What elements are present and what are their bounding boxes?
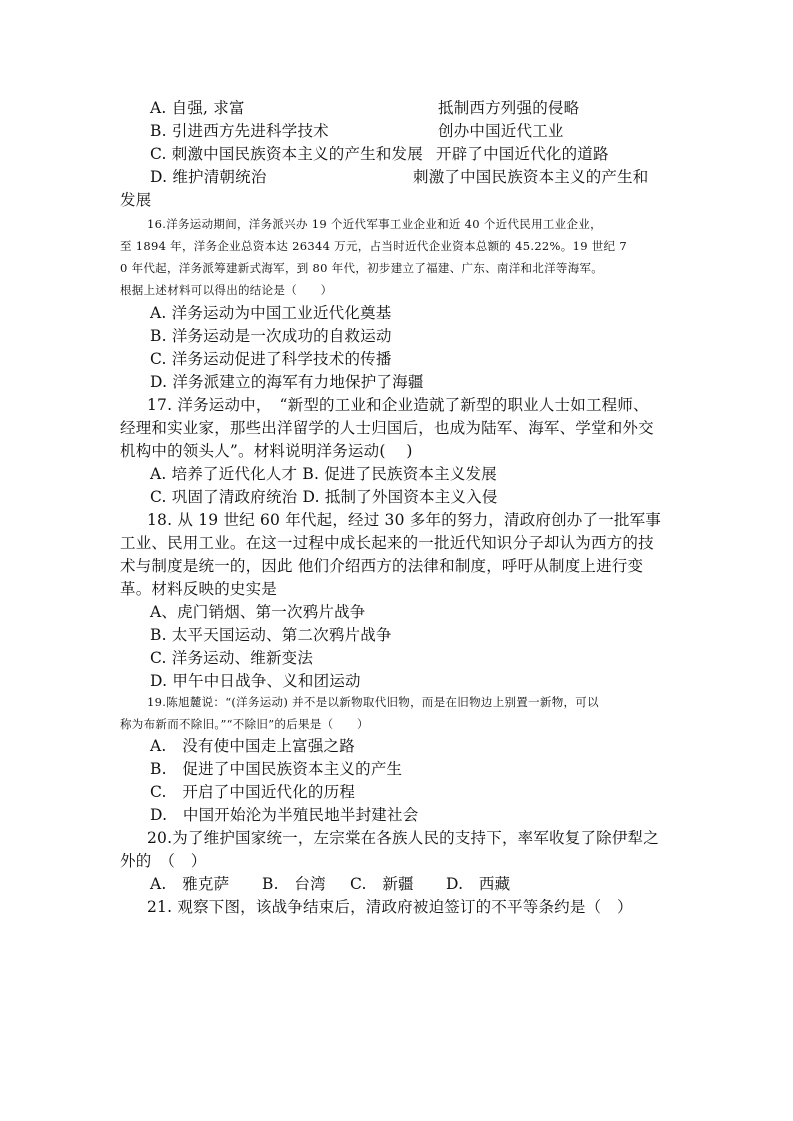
q16-option-b: B. 洋务运动是一次成功的自救运动 <box>150 327 392 345</box>
q18-option-c: C. 洋务运动、维新变法 <box>150 649 314 667</box>
q16-stem-line3: 0 年代起，洋务派筹建新式海军，到 80 年代，初步建立了福建、广东、南洋和北洋等海军。 <box>120 261 604 275</box>
q15-option-b-left: B. 引进西方先进科学技术 <box>150 122 329 140</box>
q20-option-c: C. 新疆 <box>350 875 414 893</box>
q19-stem-line2: 称为布新而不除旧。”“不除旧”的后果是（ ） <box>120 717 369 731</box>
q19-option-a: A. 没有使中国走上富强之路 <box>150 737 355 755</box>
q15-option-d-continuation: 发展 <box>120 191 152 209</box>
q16-option-a: A. 洋务运动为中国工业近代化奠基 <box>150 304 392 322</box>
q15-option-d-left: D. 维护清朝统治 <box>150 168 267 186</box>
q18-stem-line3: 术与制度是统一的，因此 他们介绍西方的法律和制度，呼吁从制度上进行变 <box>120 557 644 575</box>
q15-option-a-right: 抵制西方列强的侵略 <box>438 99 580 117</box>
q17-stem-line2: 经理和实业家，那些出洋留学的人士归国后，也成为陆军、海军、学堂和外交 <box>120 419 654 437</box>
q19-stem-line1: 19.陈旭麓说：“(洋务运动) 并不是以新物取代旧物，而是在旧物边上别置一新物，可以 <box>147 695 599 709</box>
q18-option-a: A、虎门销烟、第一次鸦片战争 <box>150 603 366 621</box>
q18-stem-line4: 革。材料反映的史实是 <box>120 580 278 598</box>
q16-stem-line4: 根据上述材料可以得出的结论是（ ） <box>120 283 333 297</box>
q18-stem-line2: 工业、民用工业。在这一过程中成长起来的一批近代知识分子却认为西方的技 <box>120 534 654 552</box>
q20-stem-line2: 外的 （ ） <box>120 852 207 870</box>
q15-option-d-right: 刺激了中国民族资本主义的产生和 <box>413 168 649 186</box>
q15-option-b-right: 创办中国近代工业 <box>438 122 564 140</box>
q19-option-b: B. 促进了中国民族资本主义的产生 <box>150 760 403 778</box>
q21-stem-line1: 21. 观察下图，该战争结束后，清政府被迫签订的不平等条约是（ ） <box>147 898 633 916</box>
q19-option-c: C. 开启了中国近代化的历程 <box>150 783 356 801</box>
q15-option-c-right: 开辟了中国近代化的道路 <box>436 145 609 163</box>
q16-stem-line2: 至 1894 年，洋务企业总资本达 26344 万元，占当时近代企业资本总额的 45.22%。19 世纪 7 <box>120 239 627 253</box>
q18-option-b: B. 太平天国运动、第二次鸦片战争 <box>150 626 392 644</box>
q15-option-a-left: A. 自强, 求富 <box>150 99 245 117</box>
q16-option-d: D. 洋务派建立的海军有力地保护了海疆 <box>150 373 424 391</box>
q20-option-d: D. 西藏 <box>446 875 511 893</box>
q17-options-row1: A. 培养了近代化人才 B. 促进了民族资本主义发展 <box>150 465 497 483</box>
q17-stem-line3: 机构中的领头人”。材料说明洋务运动( ) <box>120 442 413 460</box>
q18-stem-line1: 18. 从 19 世纪 60 年代起，经过 30 多年的努力，清政府创办了一批军事 <box>147 511 662 529</box>
q18-option-d: D. 甲午中日战争、义和团运动 <box>150 672 361 690</box>
q19-option-d: D. 中国开始沦为半殖民地半封建社会 <box>150 806 419 824</box>
q17-options-row2: C. 巩固了清政府统治 D. 抵制了外国资本主义入侵 <box>150 488 498 506</box>
q16-stem-line1: 16.洋务运动期间，洋务派兴办 19 个近代军事工业企业和近 40 个近代民用工业企业， <box>147 217 602 231</box>
q16-option-c: C. 洋务运动促进了科学技术的传播 <box>150 350 392 368</box>
q17-stem-line1: 17. 洋务运动中， “新型的工业和企业造就了新型的职业人士如工程师、 <box>147 396 649 414</box>
q15-option-c-left: C. 刺激中国民族资本主义的产生和发展 <box>150 145 423 163</box>
q20-option-b: B. 台湾 <box>262 875 326 893</box>
q20-option-a: A. 雅克萨 <box>150 875 230 893</box>
q20-stem-line1: 20.为了维护国家统一，左宗棠在各族人民的支持下，率军收复了除伊犁之 <box>147 829 659 847</box>
